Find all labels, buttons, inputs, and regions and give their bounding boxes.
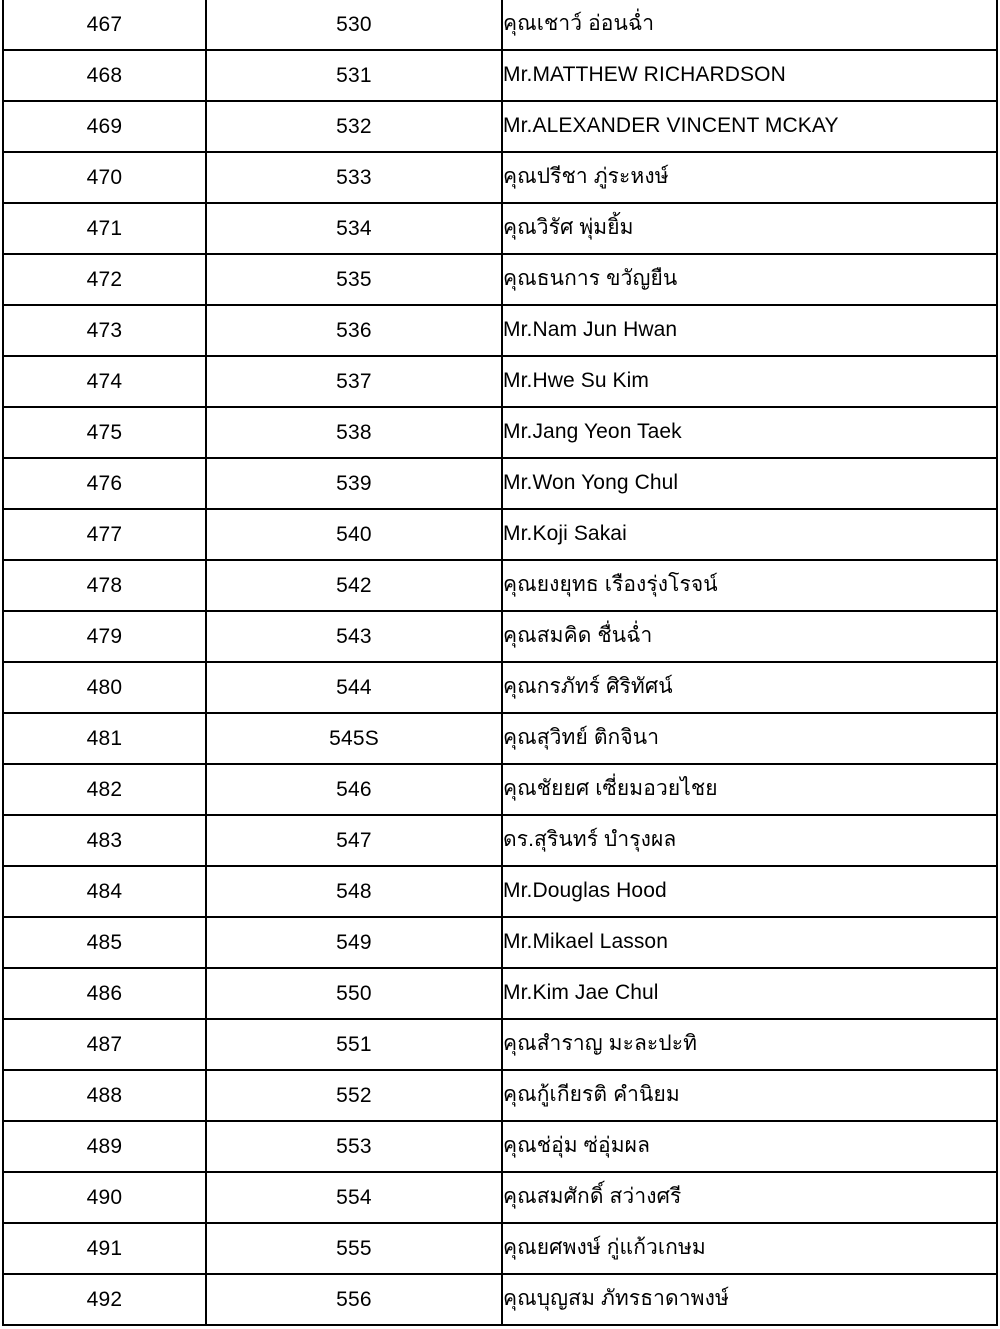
cell-reference-code: 537 xyxy=(206,356,502,407)
cell-person-name: Mr.Koji Sakai xyxy=(502,509,997,560)
table-row xyxy=(3,1019,997,1070)
cell-person-name: คุณยงยุทธ เรืองรุ่งโรจน์ xyxy=(502,560,997,611)
table-row xyxy=(3,203,997,254)
table-row xyxy=(3,305,997,356)
table-row xyxy=(3,152,997,203)
cell-person-name: คุณสมคิด ชื่นฉ่ำ xyxy=(502,611,997,662)
cell-sequence-number: 478 xyxy=(3,560,206,611)
cell-reference-code: 542 xyxy=(206,560,502,611)
cell-sequence-number: 482 xyxy=(3,764,206,815)
cell-sequence-number: 484 xyxy=(3,866,206,917)
cell-person-name: คุณสุวิทย์ ติกจินา xyxy=(502,713,997,764)
cell-sequence-number: 476 xyxy=(3,458,206,509)
table-row xyxy=(3,611,997,662)
cell-sequence-number: 477 xyxy=(3,509,206,560)
cell-sequence-number: 472 xyxy=(3,254,206,305)
cell-sequence-number: 473 xyxy=(3,305,206,356)
table-row xyxy=(3,866,997,917)
table-row xyxy=(3,458,997,509)
cell-sequence-number: 488 xyxy=(3,1070,206,1121)
table-row xyxy=(3,1070,997,1121)
cell-sequence-number: 486 xyxy=(3,968,206,1019)
cell-reference-code: 553 xyxy=(206,1121,502,1172)
cell-sequence-number: 487 xyxy=(3,1019,206,1070)
cell-reference-code: 531 xyxy=(206,50,502,101)
cell-reference-code: 556 xyxy=(206,1274,502,1325)
cell-reference-code: 549 xyxy=(206,917,502,968)
table-row xyxy=(3,968,997,1019)
cell-reference-code: 532 xyxy=(206,101,502,152)
cell-person-name: Mr.Douglas Hood xyxy=(502,866,997,917)
cell-reference-code: 548 xyxy=(206,866,502,917)
cell-sequence-number: 469 xyxy=(3,101,206,152)
cell-person-name: คุณกู้เกียรติ คำนิยม xyxy=(502,1070,997,1121)
cell-reference-code: 552 xyxy=(206,1070,502,1121)
table-row xyxy=(3,560,997,611)
cell-person-name: Mr.Hwe Su Kim xyxy=(502,356,997,407)
cell-sequence-number: 479 xyxy=(3,611,206,662)
cell-reference-code: 547 xyxy=(206,815,502,866)
cell-person-name: คุณสำราญ มะละปะทิ xyxy=(502,1019,997,1070)
cell-sequence-number: 491 xyxy=(3,1223,206,1274)
table-row xyxy=(3,50,997,101)
cell-sequence-number: 483 xyxy=(3,815,206,866)
table-body xyxy=(3,0,997,1325)
cell-person-name: Mr.Kim Jae Chul xyxy=(502,968,997,1019)
table-row xyxy=(3,1274,997,1325)
cell-sequence-number: 480 xyxy=(3,662,206,713)
cell-sequence-number: 467 xyxy=(3,0,206,50)
cell-sequence-number: 471 xyxy=(3,203,206,254)
cell-reference-code: 544 xyxy=(206,662,502,713)
cell-sequence-number: 492 xyxy=(3,1274,206,1325)
cell-reference-code: 551 xyxy=(206,1019,502,1070)
cell-reference-code: 554 xyxy=(206,1172,502,1223)
table-row xyxy=(3,509,997,560)
table-row xyxy=(3,356,997,407)
cell-person-name: คุณบุญสม ภัทรธาดาพงษ์ xyxy=(502,1274,997,1325)
cell-person-name: คุณชัยยศ เซี่ยมอวยไชย xyxy=(502,764,997,815)
cell-sequence-number: 475 xyxy=(3,407,206,458)
cell-reference-code: 539 xyxy=(206,458,502,509)
table-row xyxy=(3,764,997,815)
table-row xyxy=(3,1223,997,1274)
cell-sequence-number: 468 xyxy=(3,50,206,101)
cell-sequence-number: 474 xyxy=(3,356,206,407)
table-row xyxy=(3,254,997,305)
cell-reference-code: 533 xyxy=(206,152,502,203)
cell-reference-code: 534 xyxy=(206,203,502,254)
table-row xyxy=(3,1172,997,1223)
name-list-table xyxy=(2,0,998,1326)
cell-person-name: Mr.Nam Jun Hwan xyxy=(502,305,997,356)
cell-reference-code: 530 xyxy=(206,0,502,50)
cell-reference-code: 555 xyxy=(206,1223,502,1274)
table-row xyxy=(3,407,997,458)
table-row xyxy=(3,662,997,713)
cell-sequence-number: 470 xyxy=(3,152,206,203)
table-row xyxy=(3,917,997,968)
cell-reference-code: 535 xyxy=(206,254,502,305)
cell-person-name: Mr.ALEXANDER VINCENT MCKAY xyxy=(502,101,997,152)
cell-person-name: คุณยศพงษ์ กู่แก้วเกษม xyxy=(502,1223,997,1274)
cell-person-name: Mr.Won Yong Chul xyxy=(502,458,997,509)
cell-person-name: Mr.MATTHEW RICHARDSON xyxy=(502,50,997,101)
cell-reference-code: 545S xyxy=(206,713,502,764)
cell-reference-code: 536 xyxy=(206,305,502,356)
cell-person-name: ดร.สุรินทร์ บำรุงผล xyxy=(502,815,997,866)
cell-sequence-number: 485 xyxy=(3,917,206,968)
cell-person-name: Mr.Jang Yeon Taek xyxy=(502,407,997,458)
cell-sequence-number: 489 xyxy=(3,1121,206,1172)
cell-person-name: คุณปรีชา ภู่ระหงษ์ xyxy=(502,152,997,203)
cell-sequence-number: 490 xyxy=(3,1172,206,1223)
cell-reference-code: 540 xyxy=(206,509,502,560)
table-row xyxy=(3,0,997,50)
cell-reference-code: 538 xyxy=(206,407,502,458)
cell-reference-code: 550 xyxy=(206,968,502,1019)
table-row xyxy=(3,713,997,764)
cell-reference-code: 543 xyxy=(206,611,502,662)
table-row xyxy=(3,1121,997,1172)
cell-sequence-number: 481 xyxy=(3,713,206,764)
cell-person-name: Mr.Mikael Lasson xyxy=(502,917,997,968)
cell-person-name: คุณธนการ ขวัญยืน xyxy=(502,254,997,305)
table-row xyxy=(3,101,997,152)
cell-person-name: คุณช่อุ่ม ซ่อุ่มผล xyxy=(502,1121,997,1172)
cell-person-name: คุณกรภัทร์ ศิริทัศน์ xyxy=(502,662,997,713)
cell-person-name: คุณวิรัศ พุ่มยิ้ม xyxy=(502,203,997,254)
table-row xyxy=(3,815,997,866)
cell-reference-code: 546 xyxy=(206,764,502,815)
cell-person-name: คุณสมศักดิ์ สว่างศรี xyxy=(502,1172,997,1223)
cell-person-name: คุณเชาว์ อ่อนฉ่ำ xyxy=(502,0,997,50)
